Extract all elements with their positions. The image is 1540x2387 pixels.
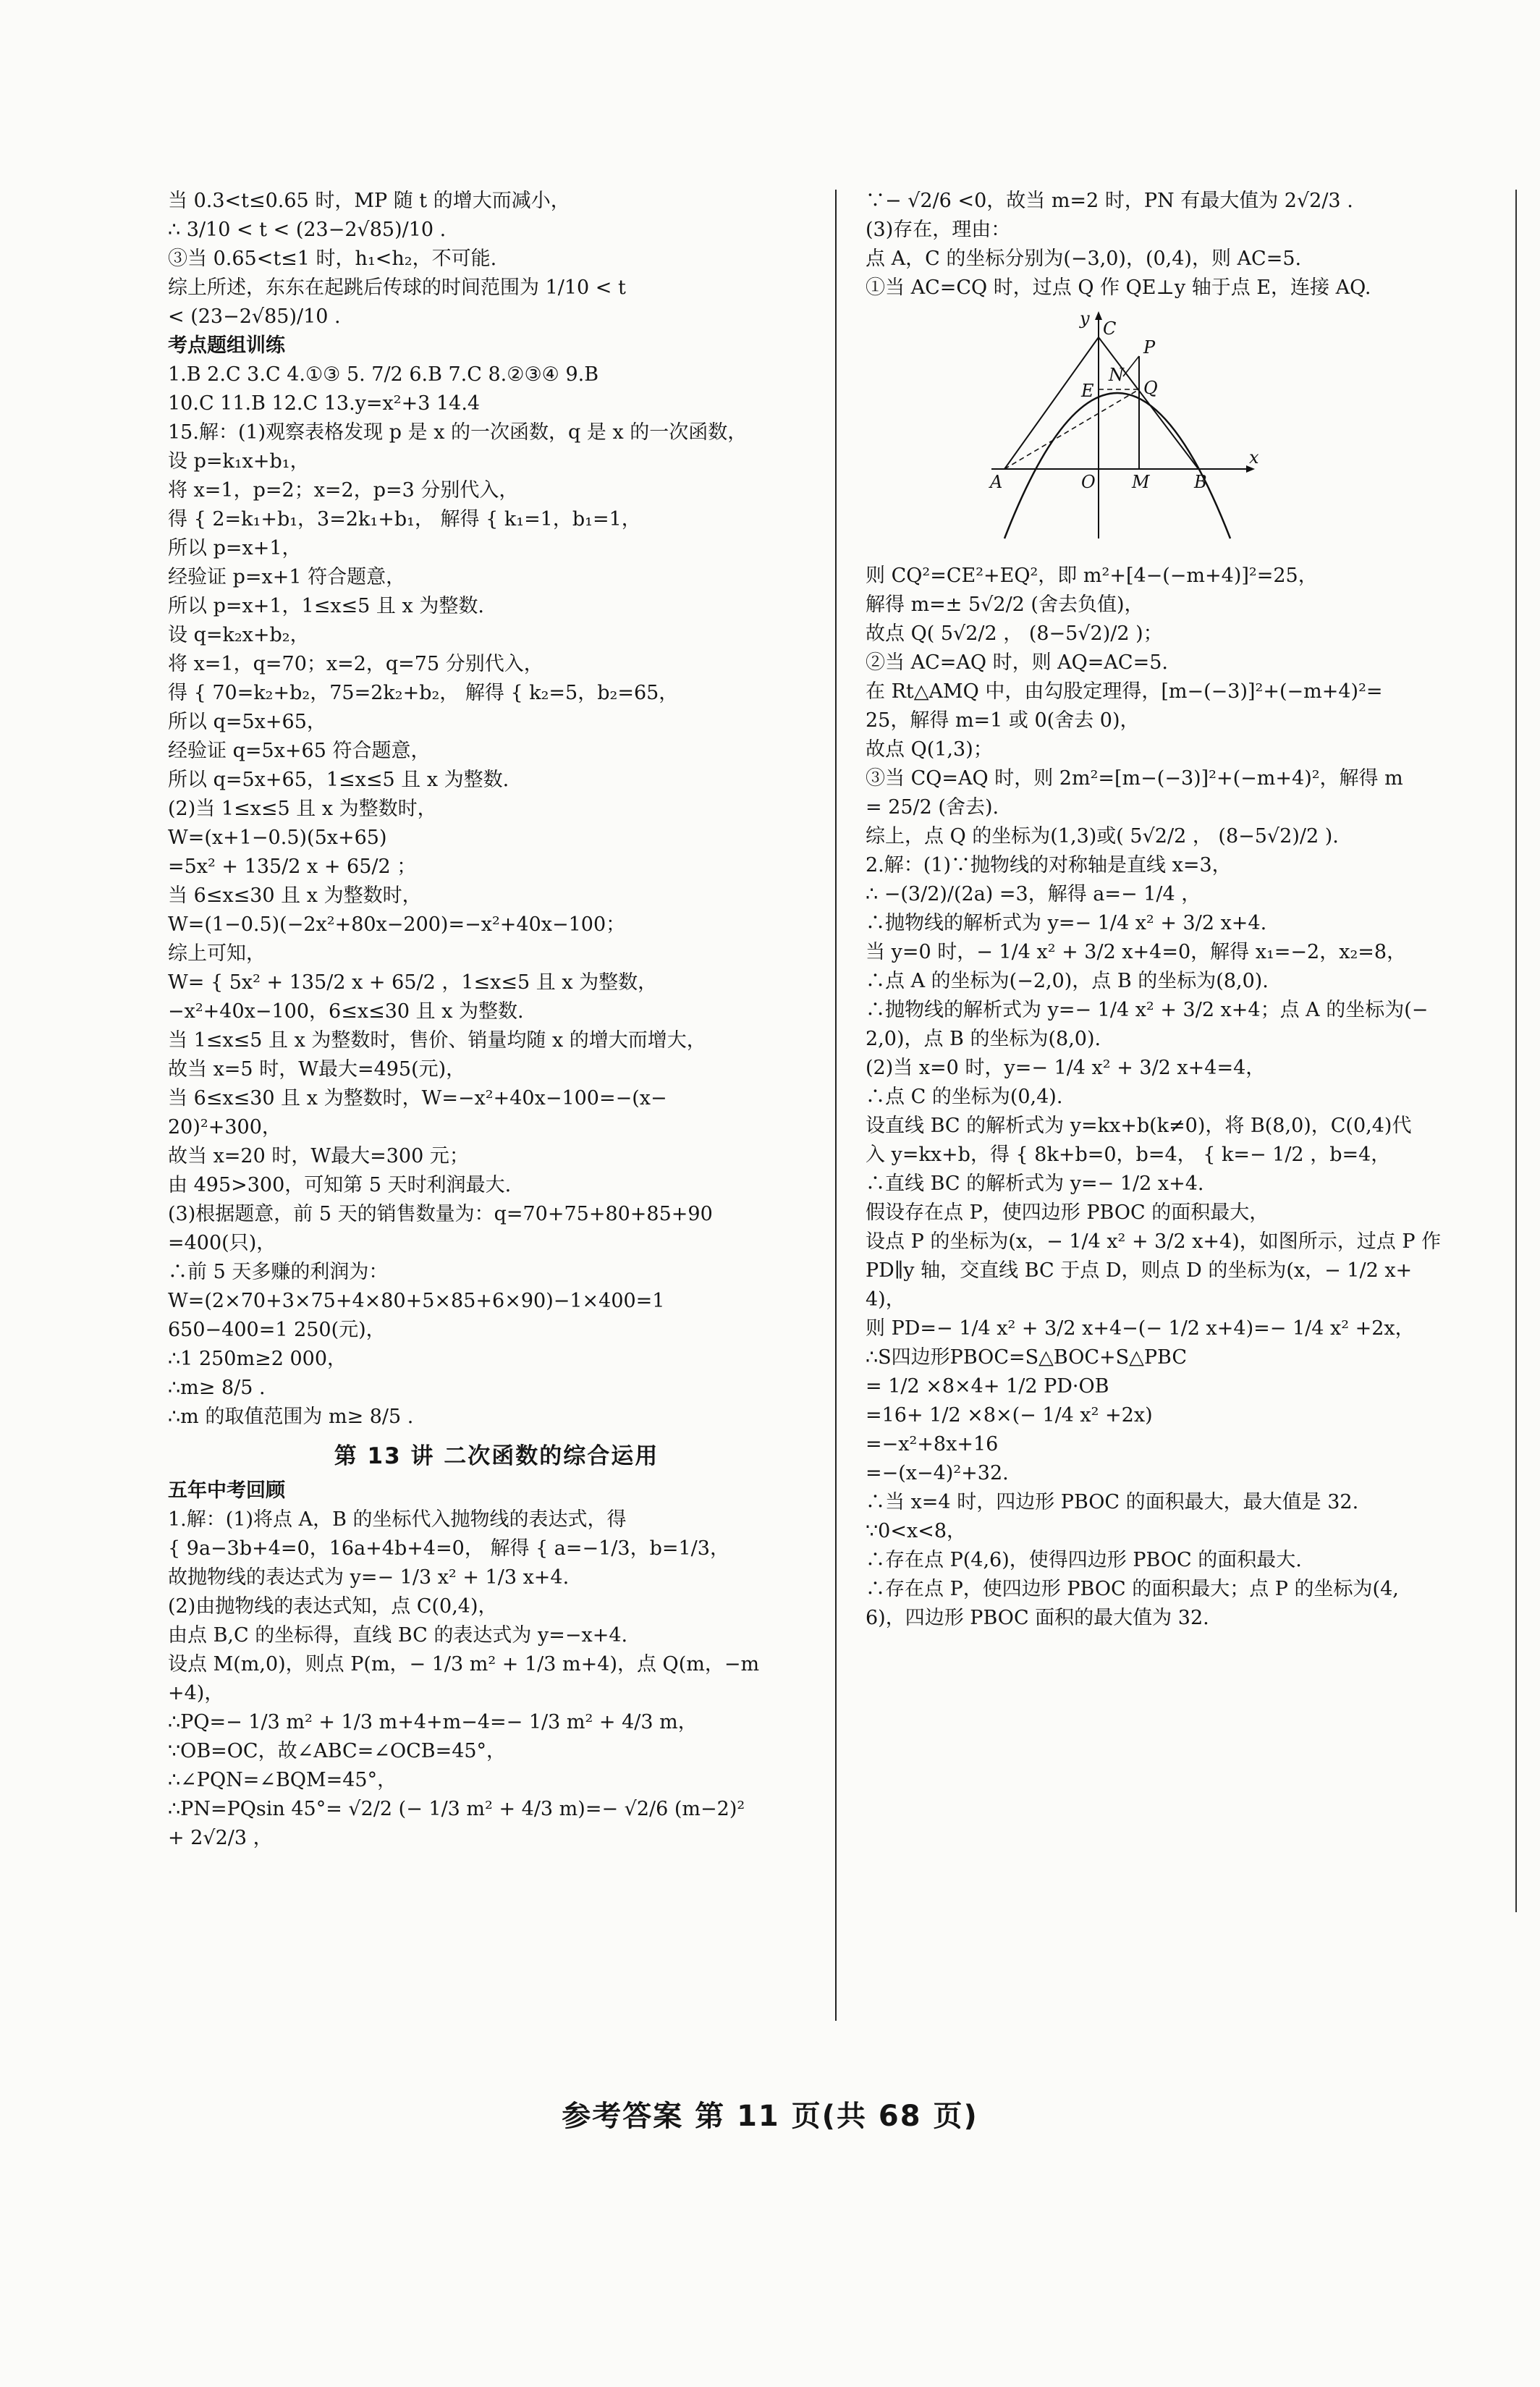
text-line: ∴存在点 P(4,6)，使得四边形 PBOC 的面积最大. — [866, 1549, 1302, 1571]
text-line: ∴1 250m≥2 000， — [168, 1348, 347, 1370]
text-line: 将 x=1，p=2；x=2，p=3 分别代入， — [168, 479, 519, 502]
fig-label-e: E — [1081, 381, 1094, 401]
text-line: < (23−2√85)/10 . — [168, 305, 341, 328]
text-line: =−x²+8x+16 — [866, 1433, 999, 1456]
text-line: 当 1≤x≤5 且 x 为整数时，售价、销量均随 x 的增大而增大， — [168, 1029, 706, 1052]
text-line: 当 0.3<t≤0.65 时，MP 随 t 的增大而减小， — [168, 190, 570, 212]
left-column — [168, 187, 825, 1853]
left-answers-block — [168, 187, 825, 1432]
segment-ac — [1004, 337, 1099, 469]
text-line: (3)根据题意，前 5 天的销售数量为：q=70+75+80+85+90 — [168, 1203, 713, 1225]
text-line: =400(只)， — [168, 1232, 276, 1254]
text-line: =−(x−4)²+32. — [866, 1462, 1009, 1484]
lecture-title: 第 13 讲 二次函数的综合运用 — [334, 1443, 659, 1469]
fig-label-p: P — [1143, 337, 1156, 358]
text-line: { 9a−3b+4=0，16a+4b+4=0， 解得 { a=−1/3，b=1/3， — [168, 1537, 729, 1560]
text-line: 当 y=0 时，− 1/4 x² + 3/2 x+4=0，解得 x₁=−2，x₂=8， — [866, 941, 1407, 963]
text-line: 点 A，C 的坐标分别为(−3,0)，(0,4)，则 AC=5. — [866, 248, 1302, 270]
text-line: 650−400=1 250(元)， — [168, 1319, 386, 1341]
text-line: ∴PN=PQsin 45°= √2/2 (− 1/3 m² + 4/3 m)=− √2/6 (m−2)² — [168, 1798, 745, 1820]
fig-label-x: x — [1249, 447, 1259, 468]
right-solution-block — [866, 187, 1502, 303]
text-line: ②当 AC=AQ 时，则 AQ=AC=5. — [866, 651, 1168, 674]
text-line: 设直线 BC 的解析式为 y=kx+b(k≠0)，将 B(8,0)，C(0,4)代 — [866, 1115, 1412, 1137]
text-line: 综上可知， — [168, 942, 266, 965]
right-edge-rule — [1515, 190, 1517, 1912]
text-line: 将 x=1，q=70；x=2，q=75 分别代入， — [168, 653, 543, 675]
text-line: (3)存在，理由： — [866, 219, 1011, 241]
text-line: 则 CQ²=CE²+EQ²，即 m²+[4−(−m+4)]²=25， — [866, 565, 1318, 587]
text-line: ∴前 5 天多赚的利润为： — [168, 1261, 389, 1283]
text-line: = 25/2 (舍去). — [866, 796, 999, 819]
parabola-figure — [989, 308, 1502, 556]
text-line: 20)²+300， — [168, 1116, 282, 1138]
text-line: =5x² + 135/2 x + 65/2 ； — [168, 855, 417, 878]
y-axis-arrow — [1095, 311, 1102, 320]
right-solution-block-2 — [866, 562, 1502, 1633]
fig-label-m: M — [1132, 472, 1150, 492]
text-line: 考点题组训练 — [168, 334, 285, 357]
text-line: 1.解：(1)将点 A，B 的坐标代入抛物线的表达式，得 — [168, 1508, 627, 1531]
text-line: 由 495>300，可知第 5 天时利润最大. — [168, 1174, 512, 1196]
text-line: 解得 m=± 5√2/2 (舍去负值)， — [866, 593, 1144, 616]
text-line: ∴存在点 P，使四边形 PBOC 的面积最大；点 P 的坐标为(4, — [866, 1578, 1399, 1600]
left-review-block — [168, 1476, 825, 1853]
text-line: 当 6≤x≤30 且 x 为整数时，W=−x²+40x−100=−(x− — [168, 1087, 667, 1110]
text-line: = 1/2 ×8×4+ 1/2 PD·OB — [866, 1375, 1109, 1398]
text-line: 在 Rt△AMQ 中，由勾股定理得，[m−(−3)]²+(−m+4)²= — [866, 680, 1383, 703]
text-line: W=(1−0.5)(−2x²+80x−200)=−x²+40x−100； — [168, 913, 626, 936]
text-line: 则 PD=− 1/4 x² + 3/2 x+4−(− 1/2 x+4)=− 1/4 x² +2x， — [866, 1317, 1415, 1340]
text-line: 6)，四边形 PBOC 面积的最大值为 32. — [866, 1607, 1209, 1629]
text-line: ∴ 3/10 < t < (23−2√85)/10 . — [168, 219, 447, 241]
text-line: +4)， — [168, 1682, 224, 1704]
text-line: (2)由抛物线的表达式知，点 C(0,4)， — [168, 1595, 498, 1618]
text-line: 故点 Q(1,3)； — [866, 738, 993, 761]
text-line: =16+ 1/2 ×8×(− 1/4 x² +2x) — [866, 1404, 1153, 1427]
segment-pn — [1123, 356, 1139, 376]
text-line: 15.解：(1)观察表格发现 p 是 x 的一次函数，q 是 x 的一次函数， — [168, 421, 748, 444]
text-line: W=(x+1−0.5)(5x+65) — [168, 827, 387, 849]
text-line: 设点 P 的坐标为(x，− 1/4 x² + 3/2 x+4)，如图所示，过点 P 作 — [866, 1230, 1442, 1253]
text-line: ①当 AC=CQ 时，过点 Q 作 QE⊥y 轴于点 E，连接 AQ. — [866, 276, 1371, 299]
parabola-diagram — [989, 308, 1264, 547]
text-line: 所以 q=5x+65， — [168, 711, 326, 733]
text-line: 经验证 p=x+1 符合题意， — [168, 566, 406, 588]
text-line: 假设存在点 P，使四边形 PBOC 的面积最大， — [866, 1201, 1269, 1224]
text-line: ③当 CQ=AQ 时，则 2m²=[m−(−3)]²+(−m+4)²，解得 m — [866, 767, 1403, 790]
text-line: 设点 M(m,0)，则点 P(m，− 1/3 m² + 1/3 m+4)，点 Q(m，−m — [168, 1653, 760, 1676]
text-line: ∴点 A 的坐标为(−2,0)，点 B 的坐标为(8,0). — [866, 970, 1269, 992]
fig-label-y: y — [1080, 308, 1090, 329]
text-line: 设 p=k₁x+b₁， — [168, 450, 310, 473]
text-line: 所以 p=x+1， — [168, 537, 302, 559]
text-line: 1.B 2.C 3.C 4.①③ 5. 7/2 6.B 7.C 8.②③④ 9.B — [168, 363, 599, 386]
text-line: 入 y=kx+b，得 { 8k+b=0，b=4， { k=− 1/2 ，b=4， — [866, 1144, 1391, 1166]
text-line: ∴抛物线的解析式为 y=− 1/4 x² + 3/2 x+4. — [866, 912, 1267, 934]
right-column — [866, 187, 1502, 1633]
text-line: + 2√2/3 ， — [168, 1827, 273, 1849]
text-line: 所以 p=x+1，1≤x≤5 且 x 为整数. — [168, 595, 484, 617]
text-line: 由点 B,C 的坐标得，直线 BC 的表达式为 y=−x+4. — [168, 1624, 628, 1647]
fig-label-n: N — [1109, 365, 1124, 385]
text-line: 得 { 2=k₁+b₁，3=2k₁+b₁， 解得 { k₁=1，b₁=1， — [168, 508, 641, 531]
text-line: ∴∠PQN=∠BQM=45°， — [168, 1769, 397, 1791]
fig-label-a: A — [990, 472, 1003, 492]
text-line: 设 q=k₂x+b₂， — [168, 624, 310, 646]
fig-label-b: B — [1194, 472, 1207, 492]
fig-label-q: Q — [1143, 378, 1158, 398]
text-line: 综上，点 Q 的坐标为(1,3)或( 5√2/2 ， (8−5√2)/2 ). — [866, 825, 1339, 848]
fig-label-o: O — [1081, 472, 1096, 492]
text-line: ∵OB=OC，故∠ABC=∠OCB=45°， — [168, 1740, 507, 1762]
text-line: (2)当 x=0 时，y=− 1/4 x² + 3/2 x+4=4， — [866, 1057, 1266, 1079]
text-line: 故当 x=5 时，W最大=495(元)， — [168, 1058, 466, 1081]
text-line: PD∥y 轴，交直线 BC 于点 D，则点 D 的坐标为(x，− 1/2 x+ — [866, 1259, 1413, 1282]
text-line: 经验证 q=5x+65 符合题意， — [168, 740, 431, 762]
segment-aq — [1004, 389, 1139, 469]
text-line: 当 6≤x≤30 且 x 为整数时， — [168, 884, 422, 907]
text-line: 所以 q=5x+65，1≤x≤5 且 x 为整数. — [168, 769, 509, 791]
text-line: W= { 5x² + 135/2 x + 65/2 ，1≤x≤5 且 x 为整数， — [168, 971, 658, 994]
text-line: 25，解得 m=1 或 0(舍去 0)， — [866, 709, 1140, 732]
text-line: 10.C 11.B 12.C 13.y=x²+3 14.4 — [168, 392, 481, 415]
text-line: ∴ −(3/2)/(2a) =3，解得 a=− 1/4 ， — [866, 883, 1201, 905]
text-line: 故点 Q( 5√2/2 ， (8−5√2)/2 )； — [866, 622, 1163, 645]
text-line: ∴m 的取值范围为 m≥ 8/5 . — [168, 1406, 414, 1428]
column-divider — [835, 190, 837, 2021]
text-line: ∵− √2/6 <0，故当 m=2 时，PN 有最大值为 2√2/3 . — [866, 190, 1353, 212]
text-line: −x²+40x−100，6≤x≤30 且 x 为整数. — [168, 1000, 524, 1023]
text-line: ∴PQ=− 1/3 m² + 1/3 m+4+m−4=− 1/3 m² + 4/3 m， — [168, 1711, 698, 1733]
text-line: ∴直线 BC 的解析式为 y=− 1/2 x+4. — [866, 1173, 1204, 1195]
text-line: 2.解：(1)∵抛物线的对称轴是直线 x=3， — [866, 854, 1232, 876]
page-footer: 参考答案 第 11 页(共 68 页) — [562, 2100, 978, 2133]
text-line: 得 { 70=k₂+b₂，75=2k₂+b₂， 解得 { k₂=5，b₂=65， — [168, 682, 679, 704]
text-line: 4)， — [866, 1288, 905, 1311]
text-line: 2,0)，点 B 的坐标为(8,0). — [866, 1028, 1101, 1050]
text-line: 故当 x=20 时，W最大=300 元； — [168, 1145, 469, 1167]
fig-label-c: C — [1103, 318, 1117, 339]
text-line: ∴m≥ 8/5 . — [168, 1377, 266, 1399]
text-line: ③当 0.65<t≤1 时，h₁<h₂，不可能. — [168, 248, 497, 270]
text-line: ∴当 x=4 时，四边形 PBOC 的面积最大，最大值是 32. — [866, 1491, 1359, 1513]
text-line: ∵0<x<8， — [866, 1520, 967, 1542]
text-line: ∴S四边形PBOC=S△BOC+S△PBC — [866, 1346, 1188, 1369]
text-line: ∴抛物线的解析式为 y=− 1/4 x² + 3/2 x+4；点 A 的坐标为(− — [866, 999, 1429, 1021]
text-line: (2)当 1≤x≤5 且 x 为整数时， — [168, 798, 437, 820]
text-line: 五年中考回顾 — [168, 1479, 285, 1502]
text-line: ∴点 C 的坐标为(0,4). — [866, 1086, 1063, 1108]
text-line: W=(2×70+3×75+4×80+5×85+6×90)−1×400=1 — [168, 1290, 665, 1312]
text-line: 综上所述，东东在起跳后传球的时间范围为 1/10 < t — [168, 276, 626, 299]
text-line: 故抛物线的表达式为 y=− 1/3 x² + 1/3 x+4. — [168, 1566, 570, 1589]
